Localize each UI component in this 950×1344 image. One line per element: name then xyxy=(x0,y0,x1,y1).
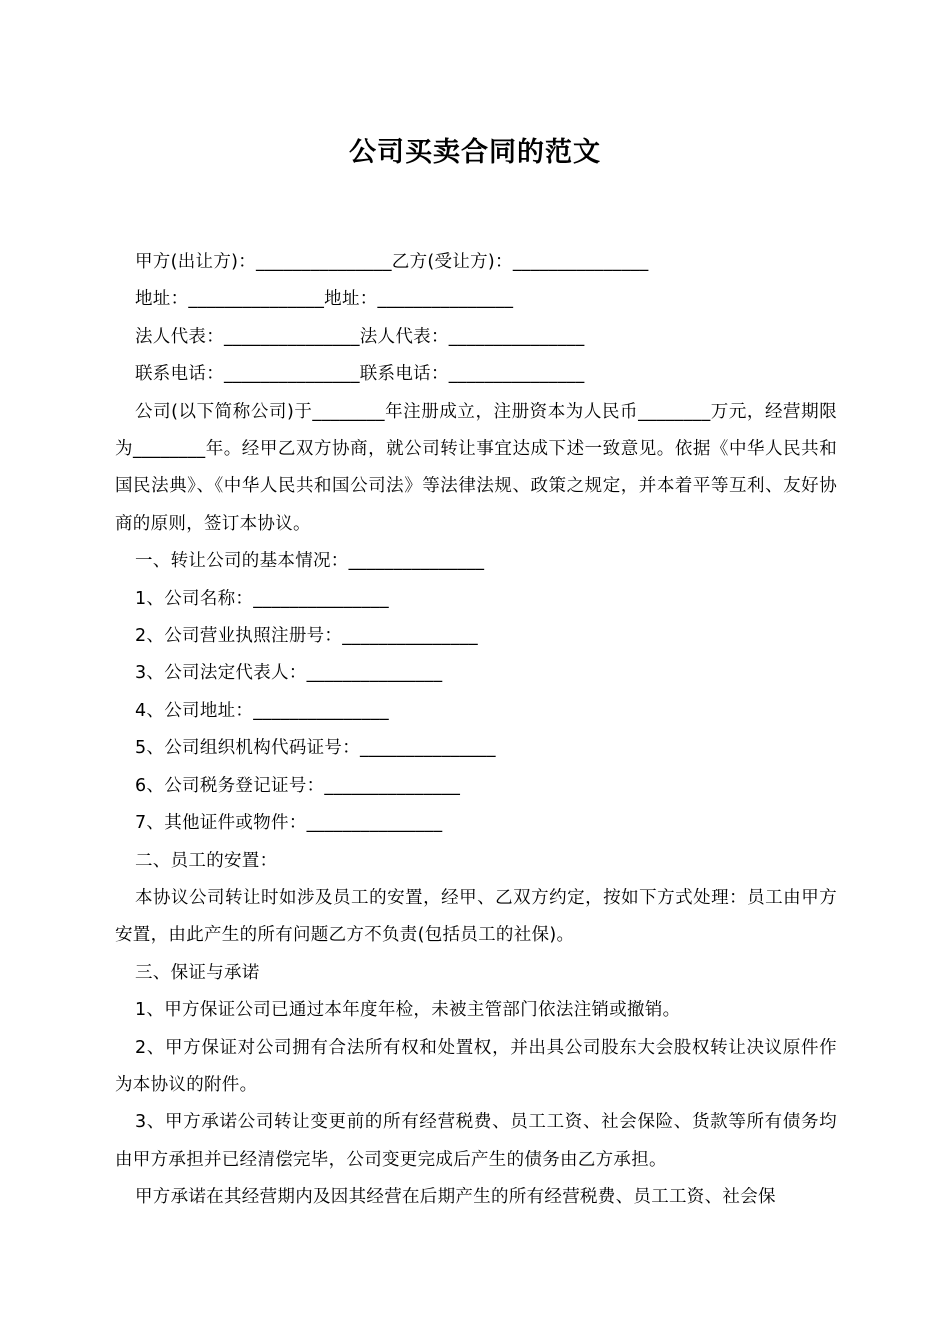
guarantee-item-3: 3、甲方承诺公司转让变更前的所有经营税费、员工工资、社会保险、货款等所有债务均由甲方承担并已经清偿完毕，公司变更完成后产生的债务由乙方承担。 xyxy=(115,1112,837,1170)
address-line: 地址：_______________地址：_______________ xyxy=(135,289,514,310)
tax-registration-line: 6、公司税务登记证号：_______________ xyxy=(135,775,461,796)
section-heading-1: 一、转让公司的基本情况：_______________ xyxy=(135,551,485,572)
employee-placement-paragraph: 本协议公司转让时如涉及员工的安置，经甲、乙双方约定，按如下方式处理：员工由甲方安置，由此产生的所有问题乙方不负责(包括员工的社保)。 xyxy=(115,887,837,946)
phone-line: 联系电话：_______________联系电话：_______________ xyxy=(135,364,585,385)
legal-representative-line: 3、公司法定代表人：_______________ xyxy=(135,663,443,684)
section-heading-2: 二、员工的安置： xyxy=(135,850,278,871)
company-name-line: 1、公司名称：_______________ xyxy=(135,588,389,609)
document-body xyxy=(115,244,837,1217)
intro-paragraph: 公司(以下简称公司)于________年注册成立，注册资本为人民币________万元，经营期限为________年。经甲乙双方协商，就公司转让事宜达成下述一致意见。依据《中华人民共和国民法典》、《中华人民共和国公司法》等法律法规、政策之规定，并本着平等互利、友好协商的原则，签订本协议。 xyxy=(115,401,837,534)
legal-rep-line: 法人代表：_______________法人代表：_______________ xyxy=(135,326,585,347)
guarantee-item-1: 1、甲方保证公司已通过本年度年检，未被主管部门依法注销或撤销。 xyxy=(135,1000,681,1021)
other-documents-line: 7、其他证件或物件：_______________ xyxy=(135,813,443,834)
guarantee-item-2: 2、甲方保证对公司拥有合法所有权和处置权，并出具公司股东大会股权转让决议原件作为本协议的附件。 xyxy=(115,1037,837,1095)
company-address-line: 4、公司地址：_______________ xyxy=(135,700,389,721)
license-number-line: 2、公司营业执照注册号：_______________ xyxy=(135,626,478,647)
commitment-paragraph: 甲方承诺在其经营期内及因其经营在后期产生的所有经营税费、员工工资、社会保 xyxy=(135,1187,776,1208)
organization-code-line: 5、公司组织机构代码证号：_______________ xyxy=(135,738,496,759)
document-title: 公司买卖合同的范文 xyxy=(349,137,601,168)
section-heading-3: 三、保证与承诺 xyxy=(135,962,260,983)
party-line: 甲方(出让方)：_______________乙方(受让方)：_______________ xyxy=(135,252,649,272)
